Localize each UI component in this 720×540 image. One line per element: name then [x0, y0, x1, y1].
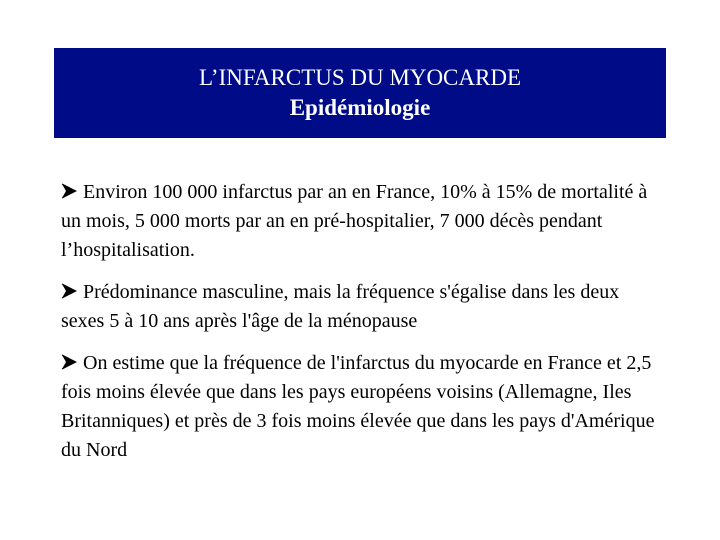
arrow-bullet-icon	[61, 178, 83, 207]
title-banner	[54, 48, 666, 138]
slide-title: L’INFARCTUS DU MYOCARDE	[198, 65, 522, 90]
bullet-text: Environ 100 000 infarctus par an en France, 10% à 15% de mortalité à un mois, 5 000 morts par an en pré-hospitalier, 7 000 décès pendant l’hospitalisation.	[61, 181, 648, 261]
bullet-item	[61, 349, 661, 465]
arrow-bullet-icon	[61, 278, 83, 307]
arrow-bullet-icon	[61, 349, 83, 378]
bullet-item	[61, 178, 661, 265]
bullet-list	[61, 178, 661, 478]
bullet-item	[61, 278, 661, 336]
slide-subtitle: Epidémiologie	[289, 95, 431, 120]
bullet-text: Prédominance masculine, mais la fréquence s'égalise dans les deux sexes 5 à 10 ans après l'âge de la ménopause	[61, 281, 620, 332]
bullet-text: On estime que la fréquence de l'infarctus du myocarde en France et 2,5 fois moins élevée que dans les pays européens voisins (Allemagne, Iles Britanniques) et près de 3 fois moins élevée que dans les pays d'Amérique du Nord	[61, 352, 655, 461]
